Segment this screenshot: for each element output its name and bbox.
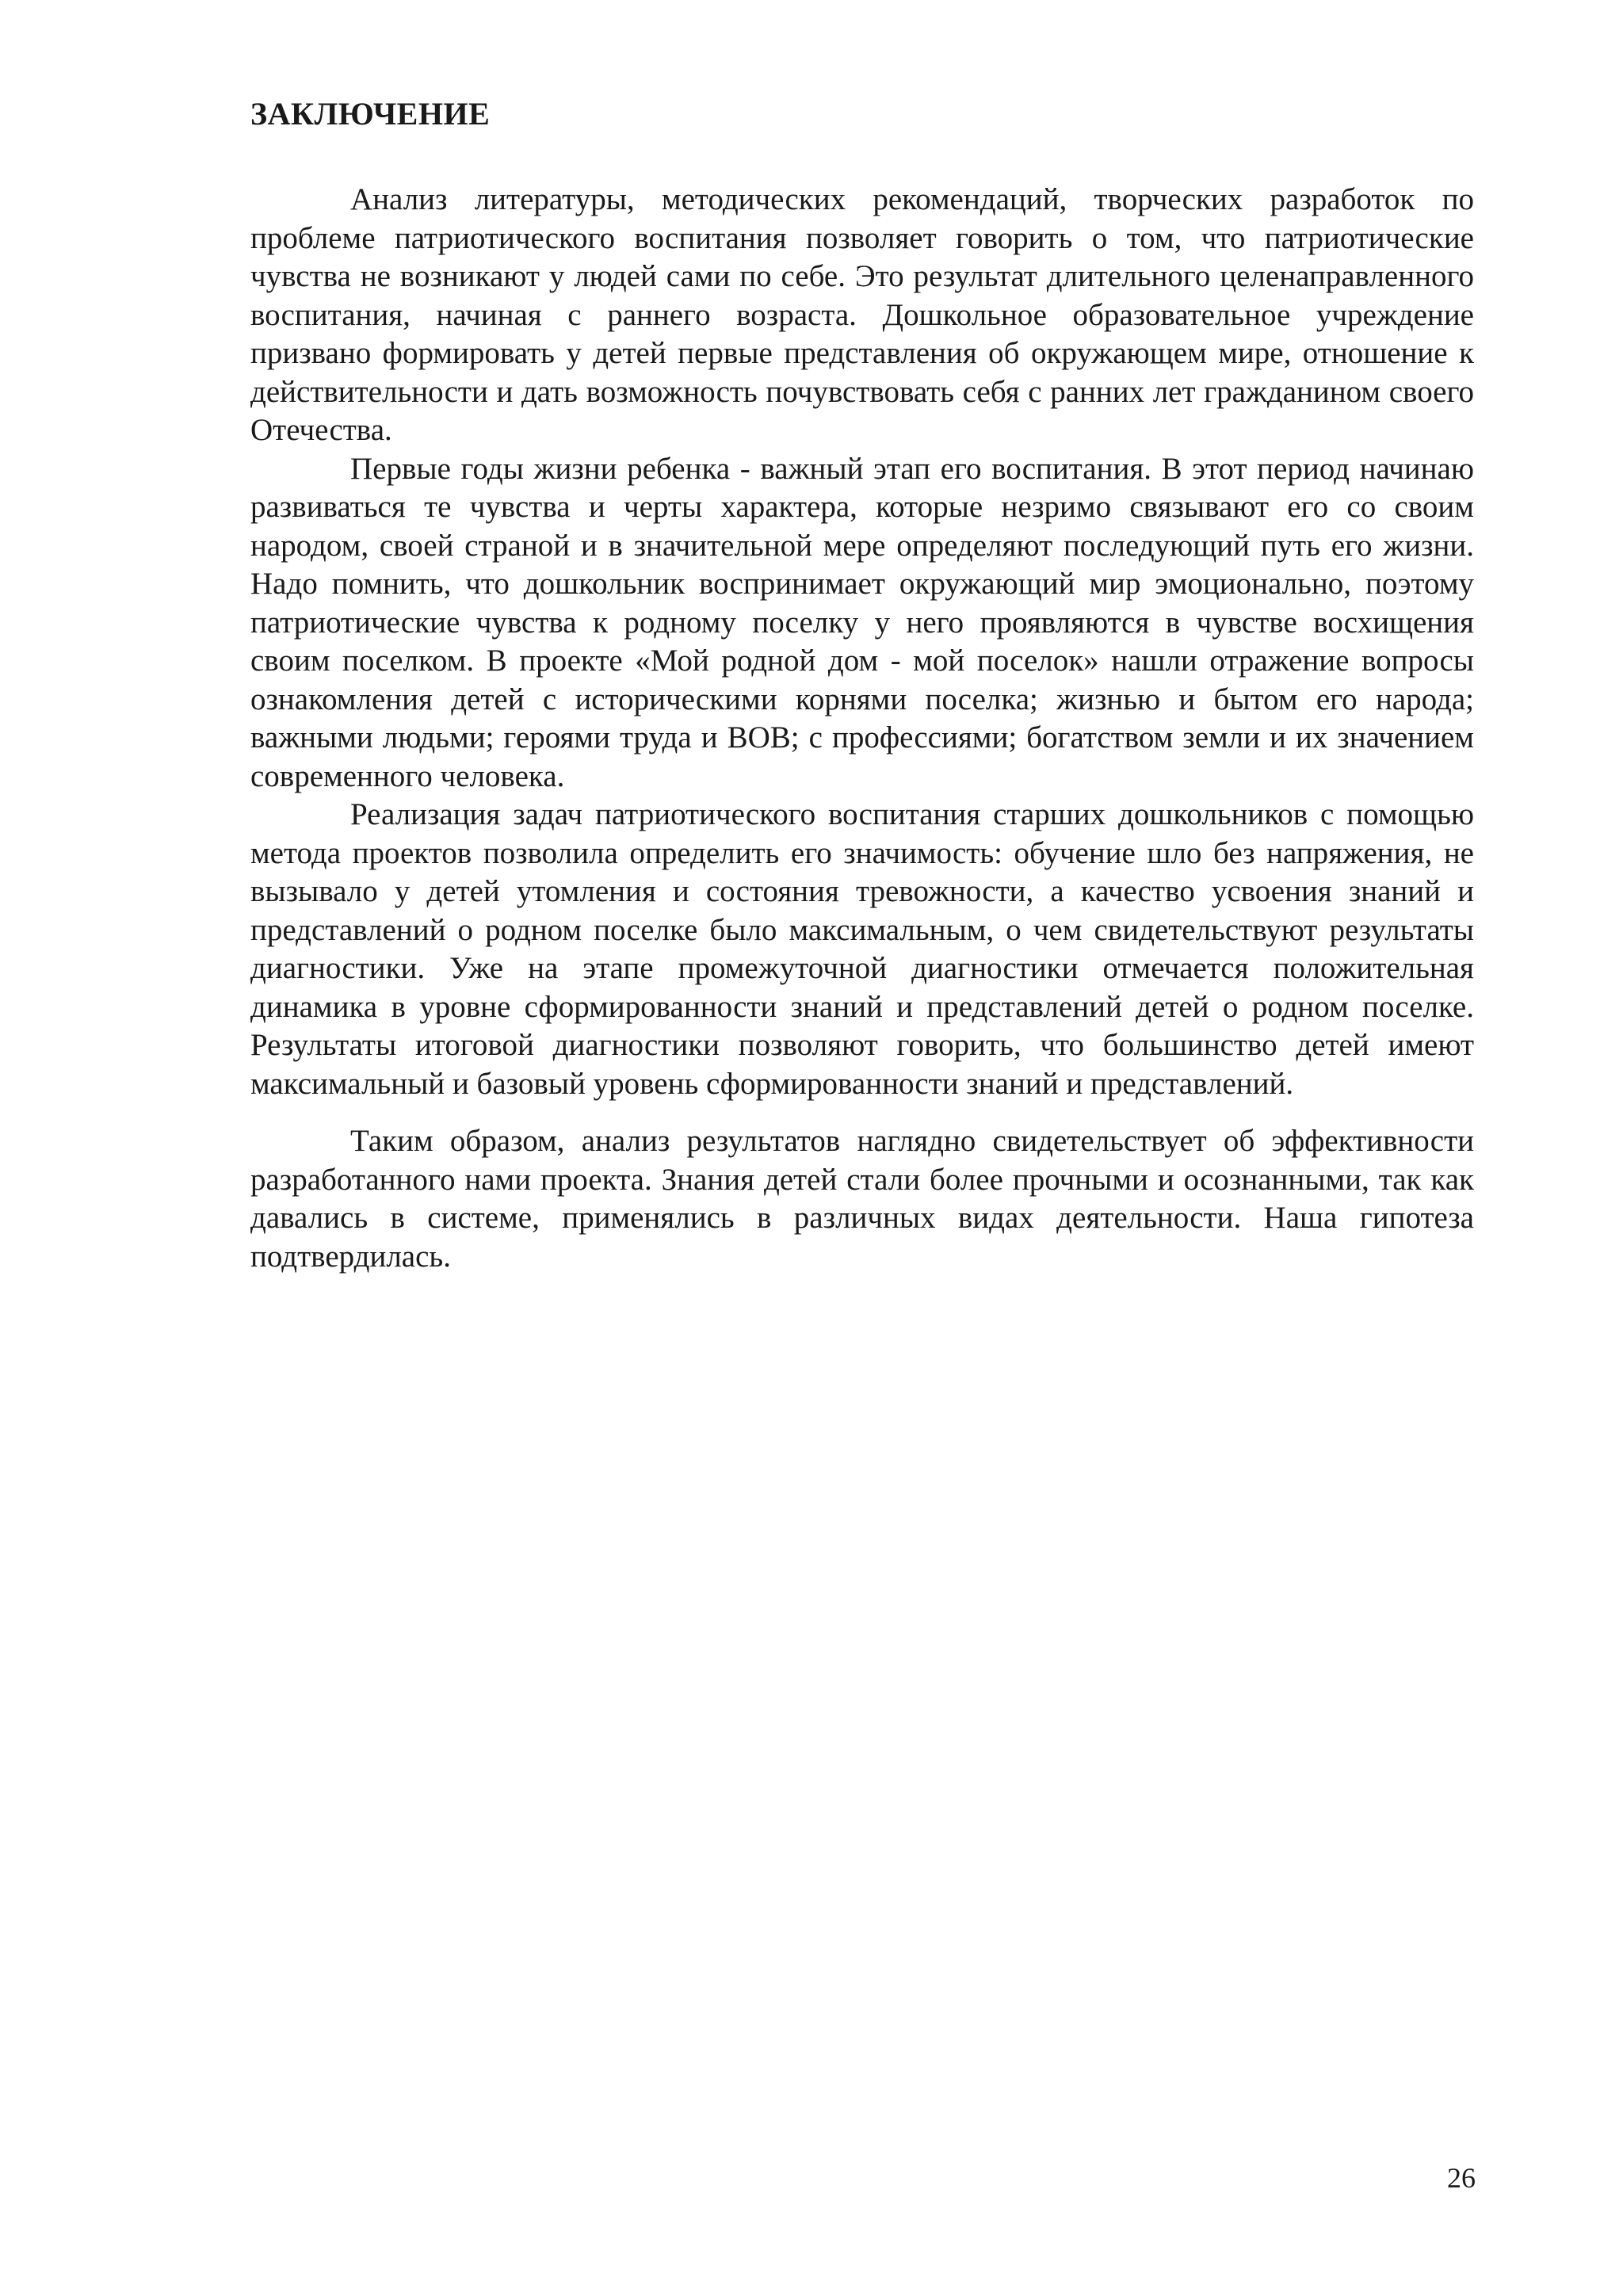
paragraph-3: Реализация задач патриотического воспитания старших дошкольников с помощью метода проектов позволила определить его значимость: обучение шло без напряжения, не вызывало у детей утомления и состояния тревожности, а качество усвоения знаний и представлений о родном поселке было максимальным, о чем свидетельствуют результаты диагностики. Уже на этапе промежуточной диагностики отмечается положительная динамика в уровне сформированности знаний и представлений детей о родном поселке. Результаты итоговой диагностики позволяют говорить, что большинство детей имеют максимальный и базовый уровень сформированности знаний и представлений.: [250, 797, 1474, 1101]
page-number: 26: [1447, 2162, 1476, 2194]
paragraph-4: Таким образом, анализ результатов наглядно свидетельствует об эффективности разработанного нами проекта. Знания детей стали более прочными и осознанными, так как давались в системе, применялись в различных видах деятельности. Наша гипотеза подтвердилась.: [250, 1124, 1474, 1274]
section-heading: ЗАКЛЮЧЕНИЕ: [250, 96, 491, 132]
paragraph-2: Первые годы жизни ребенка - важный этап его воспитания. В этот период начинаю развиваться те чувства и черты характера, которые незримо связывают его со своим народом, своей страной и в значительной мере определяют последующий путь его жизни. Надо помнить, что дошкольник воспринимает окружающий мир эмоционально, поэтому патриотические чувства к родному поселку у него проявляются в чувстве восхищения своим поселком. В проекте «Мой родной дом - мой поселок» нашли отражение вопросы ознакомления детей с историческими корнями поселка; жизнью и бытом его народа; важными людьми; героями труда и ВОВ; с профессиями; богатством земли и их значением современного человека.: [250, 451, 1474, 793]
paragraph-1: Анализ литературы, методических рекомендаций, творческих разработок по проблеме патриотического воспитания позволяет говорить о том, что патриотические чувства не возникают у людей сами по себе. Это результат длительного целенаправленного воспитания, начиная с раннего возраста. Дошкольное образовательное учреждение призвано формировать у детей первые представления об окружающем мире, отношение к действительности и дать возможность почувствовать себя с ранних лет гражданином своего Отечества.: [250, 182, 1474, 447]
body-text: [250, 181, 1474, 1276]
